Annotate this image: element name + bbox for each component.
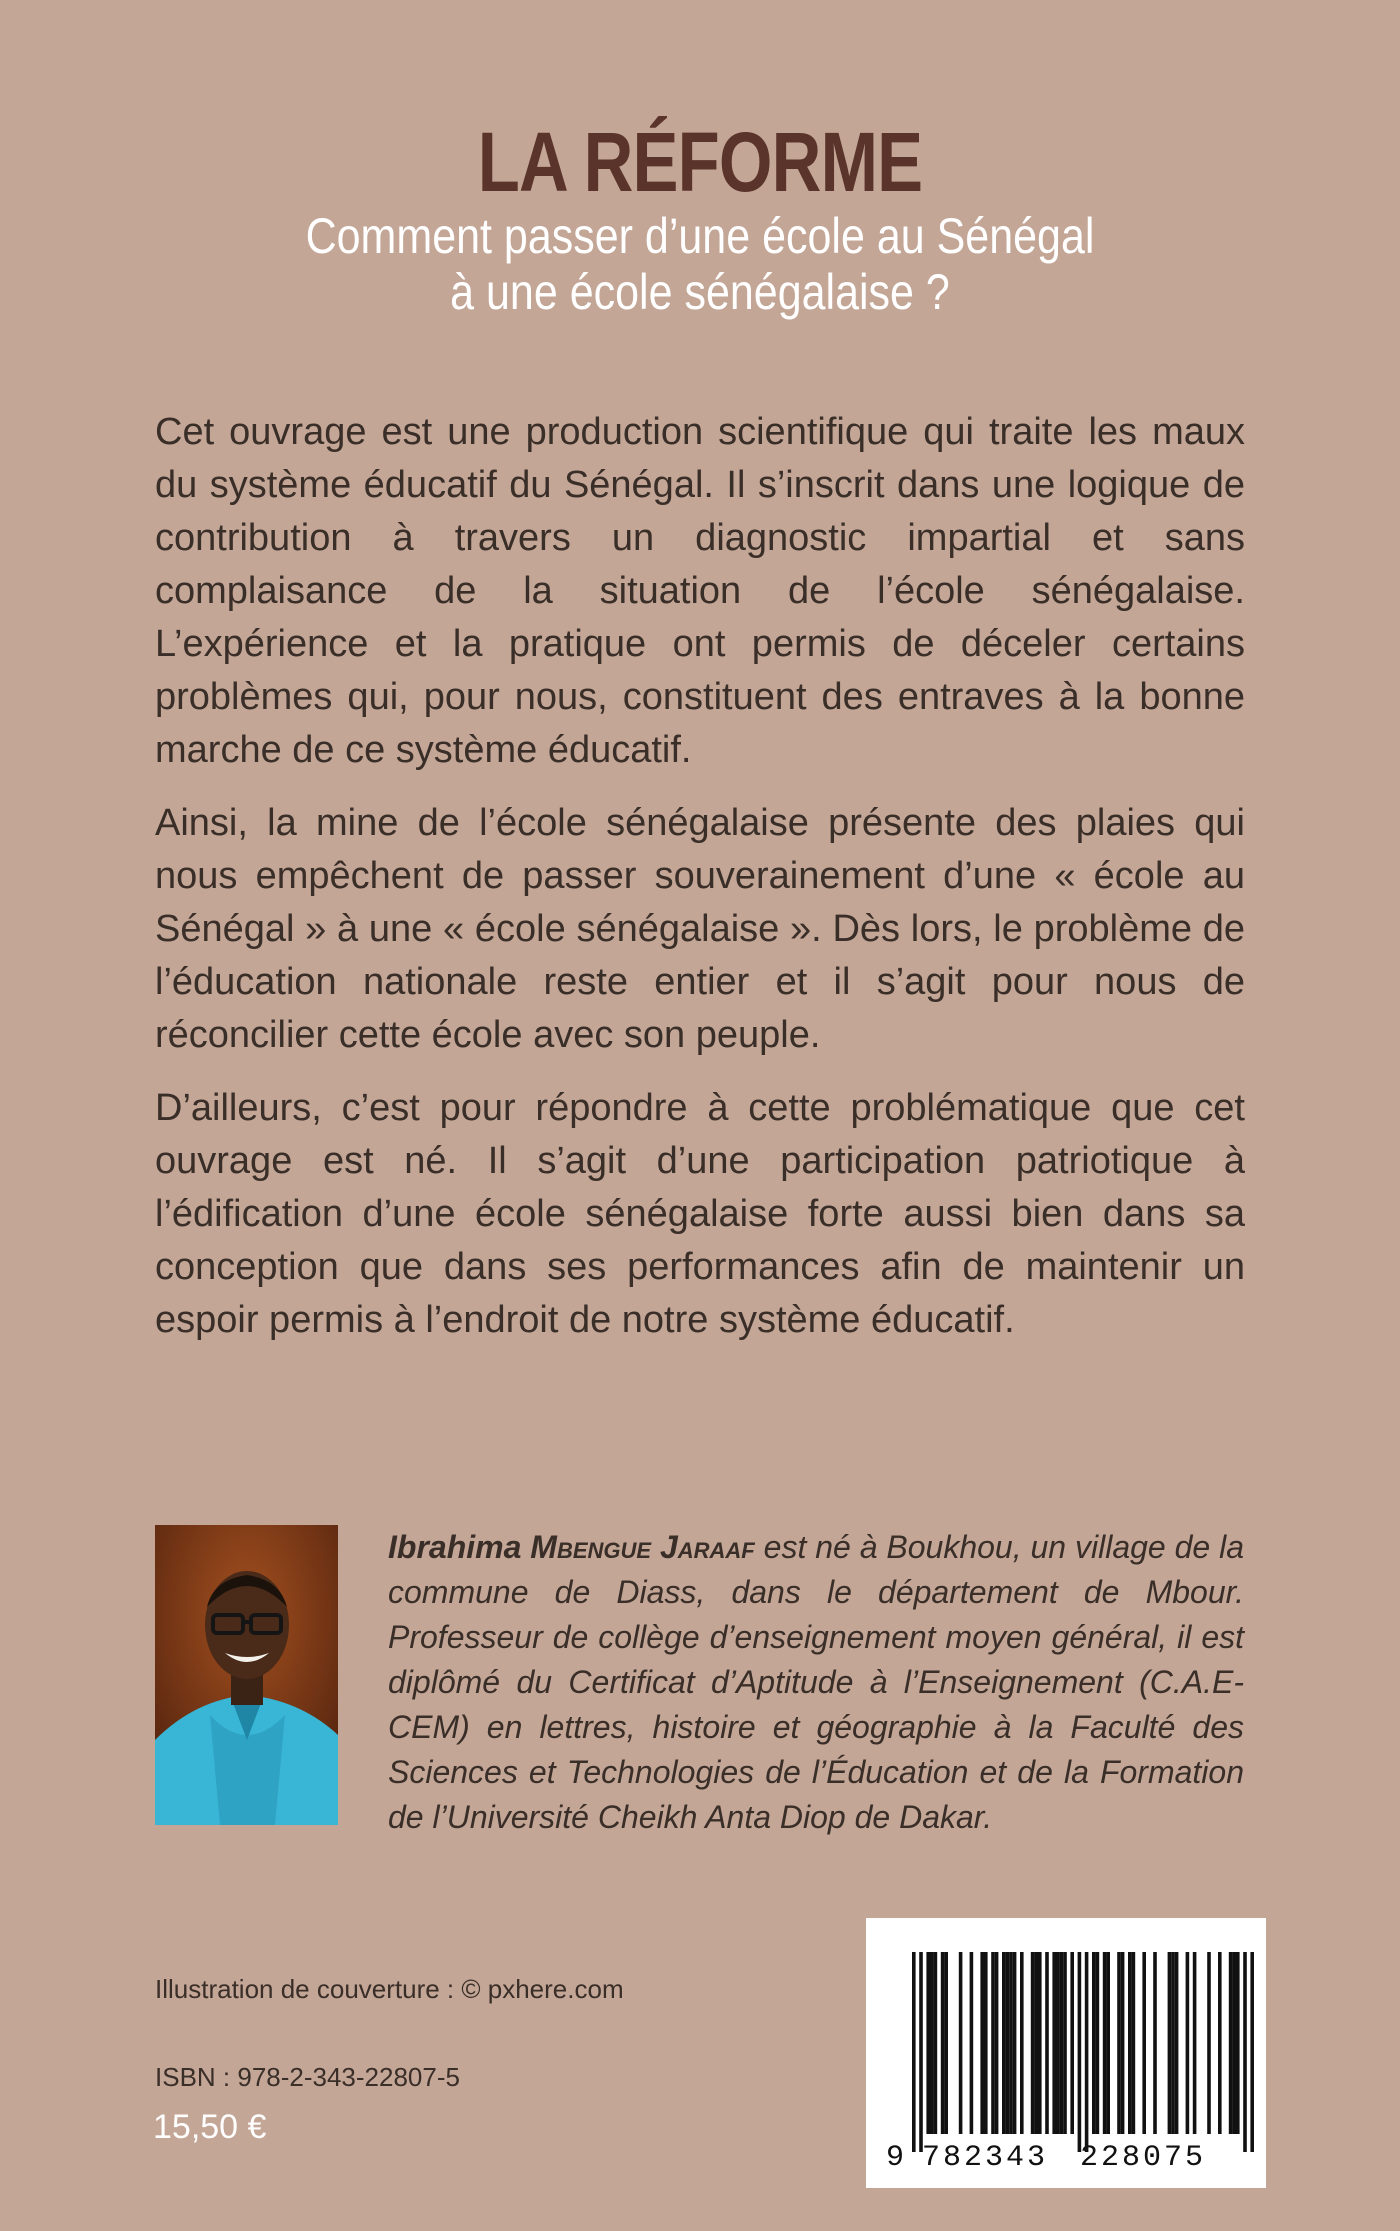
barcode-bars [912, 1952, 1254, 2152]
price-label: 15,50 € [153, 2108, 267, 2146]
barcode-bar [941, 1952, 945, 2134]
barcode-bar [1078, 1952, 1082, 2152]
author-portrait-illustration [155, 1525, 338, 1825]
barcode-first-digit: 9 [886, 2141, 905, 2175]
barcode-bar [1009, 1952, 1013, 2134]
barcode-bar [926, 1952, 930, 2134]
summary-paragraph-3: D’ailleurs, c’est pour répondre à cette problématique que cet ouvrage est né. Il s’agit d’une participation patriotique à l’édification d’une école sénégalaise forte aussi bien dans sa conception que dans ses performances afin de maintenir un espoir permis à l’endroit de notre système éducatif. [155, 1087, 1245, 1341]
barcode-bar [1038, 1952, 1042, 2134]
barcode-bar [1168, 1952, 1172, 2134]
barcode-bar [1193, 1952, 1197, 2134]
barcode-bar [959, 1952, 963, 2134]
barcode-bar [1121, 1952, 1125, 2134]
barcode-bar [1031, 1952, 1035, 2134]
barcode-bar [1175, 1952, 1179, 2134]
barcode-bar [1002, 1952, 1006, 2134]
barcode-bar [1218, 1952, 1222, 2134]
barcode-bar [1207, 1952, 1211, 2134]
barcode-right-digits: 228075 [1080, 2141, 1207, 2175]
illustration-credit: Illustration de couverture : © pxhere.com [155, 1974, 624, 2004]
barcode-graphic [866, 1918, 1266, 2188]
barcode-bar [934, 1952, 938, 2134]
barcode-bar [1052, 1952, 1056, 2134]
book-summary [155, 406, 1245, 1367]
author-bio-text: est né à Boukhou, un village de la commune de Diass, dans le département de Mbour. Professeur de collège d’enseignement moyen général, il est diplômé du Certificat d’Aptitude à l’Enseignement (C.A.E-CEM) en lettres, histoire et géographie à la Faculté des Sciences et Technologies de l’Éducation et de la Formation de l’Université Cheikh Anta Diop de Dakar. [388, 1529, 1245, 1835]
summary-paragraph-1: Cet ouvrage est une production scientifique qui traite les maux du système éducatif du Sénégal. Il s’inscrit dans une logique de contribution à travers un diagnostic impartial et sans complaisance de la situation de l’école sénégalaise. L’expérience et la pratique ont permis de déceler certains problèmes qui, pour nous, constituent des entraves à la bonne marche de ce système éducatif. [155, 411, 1245, 771]
barcode-bar [995, 1952, 999, 2134]
barcode-bar [1132, 1952, 1136, 2134]
barcode-bar [980, 1952, 984, 2134]
isbn-label: ISBN : 978-2-343-22807-5 [155, 2062, 460, 2092]
barcode-bar [1096, 1952, 1100, 2134]
barcode-bar [1092, 1952, 1096, 2134]
barcode-bar [1232, 1952, 1236, 2134]
barcode-bar [1045, 1952, 1049, 2134]
barcode-bar [1060, 1952, 1064, 2134]
barcode [866, 1918, 1266, 2188]
author-photo [155, 1525, 338, 1825]
subtitle-line-2: à une école sénégalaise ? [450, 264, 950, 320]
barcode-bar [1106, 1952, 1110, 2134]
barcode-bar [1013, 1952, 1017, 2134]
barcode-bar [1034, 1952, 1038, 2134]
author-first-name: Ibrahima [388, 1529, 522, 1565]
barcode-bar [944, 1952, 948, 2134]
barcode-bar [1250, 1952, 1254, 2152]
barcode-bar [1142, 1952, 1146, 2134]
barcode-bar [912, 1952, 916, 2152]
barcode-bar [970, 1952, 974, 2134]
barcode-bar [1153, 1952, 1157, 2134]
barcode-bar [1056, 1952, 1060, 2134]
barcode-bar [1229, 1952, 1233, 2134]
barcode-bar [1128, 1952, 1132, 2134]
barcode-bar [1020, 1952, 1024, 2134]
barcode-bar [1171, 1952, 1175, 2134]
barcode-bar [984, 1952, 988, 2134]
author-last-name: Mbengue Jaraaf [530, 1529, 755, 1565]
barcode-bar [919, 1952, 923, 2152]
barcode-bar [1243, 1952, 1247, 2152]
barcode-bar [991, 1952, 995, 2134]
barcode-bar [1063, 1952, 1067, 2134]
book-subtitle [98, 208, 1302, 320]
barcode-bar [1186, 1952, 1190, 2134]
author-bio [388, 1525, 1244, 1840]
barcode-bar [1070, 1952, 1074, 2134]
barcode-bar [1085, 1952, 1089, 2152]
book-title: LA RÉFORME [477, 115, 923, 209]
barcode-bar [930, 1952, 934, 2134]
barcode-bar [1006, 1952, 1010, 2134]
barcode-bar [1117, 1952, 1121, 2134]
subtitle-line-1: Comment passer d’une école au Sénégal [305, 208, 1095, 264]
barcode-bar [1103, 1952, 1107, 2134]
barcode-left-digits: 782343 [922, 2141, 1049, 2175]
barcode-bar [1236, 1952, 1240, 2134]
summary-paragraph-2: Ainsi, la mine de l’école sénégalaise présente des plaies qui nous empêchent de passer souverainement d’une « école au Sénégal » à une « école sénégalaise ». Dès lors, le problème de l’éducation nationale reste entier et il s’agit pour nous de réconcilier cette école avec son peuple. [155, 802, 1245, 1056]
